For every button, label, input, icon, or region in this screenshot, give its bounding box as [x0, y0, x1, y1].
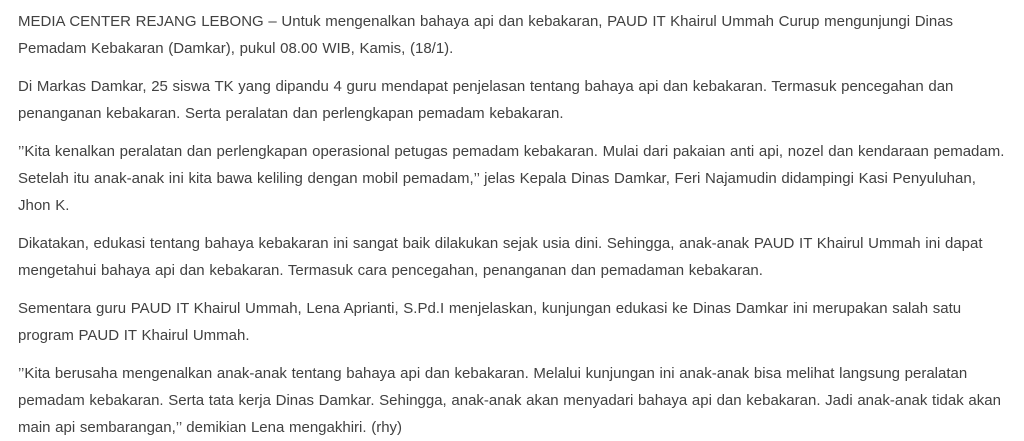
article-paragraph-lead: MEDIA CENTER REJANG LEBONG – Untuk mengenalkan bahaya api dan kebakaran, PAUD IT Khairul Ummah Curup mengunjungi Dinas Pemadam Kebakaran (Damkar), pukul 08.00 WIB, Kamis, (18/1). [18, 13, 954, 57]
article-paragraph: Dikatakan, edukasi tentang bahaya kebakaran ini sangat baik dilakukan sejak usia dini. Sehingga, anak-anak PAUD IT Khairul Ummah ini dapat mengetahui bahaya api dan kebakaran. Termasuk cara pencegahan, penanganan dan pemadaman kebakaran. [18, 235, 983, 279]
article-paragraph-quote: ’’Kita kenalkan peralatan dan perlengkapan operasional petugas pemadam kebakaran. Mulai dari pakaian anti api, nozel dan kendaraan pemadam. Setelah itu anak-anak ini kita bawa keliling dengan mobil pemadam,’’ jelas Kepala Dinas Damkar, Feri Najamudin didampingi Kasi Penyuluhan, Jhon K. [18, 143, 1005, 214]
article-paragraph: Di Markas Damkar, 25 siswa TK yang dipandu 4 guru mendapat penjelasan tentang bahaya api dan kebakaran. Termasuk pencegahan dan penanganan kebakaran. Serta peralatan dan perlengkapan pemadam kebakaran. [18, 78, 954, 122]
article-paragraph: Sementara guru PAUD IT Khairul Ummah, Lena Aprianti, S.Pd.I menjelaskan, kunjungan edukasi ke Dinas Damkar ini merupakan salah satu program PAUD IT Khairul Ummah. [18, 300, 962, 344]
article-paragraph-closing-quote: ’’Kita berusaha mengenalkan anak-anak tentang bahaya api dan kebakaran. Melalui kunjungan ini anak-anak bisa melihat langsung peralatan pemadam kebakaran. Serta tata kerja Dinas Damkar. Sehingga, anak-anak akan menyadari bahaya api dan kebakaran. Jadi anak-anak tidak akan main api sembarangan,’’ demikian Lena mengakhiri. (rhy) [18, 365, 1001, 436]
